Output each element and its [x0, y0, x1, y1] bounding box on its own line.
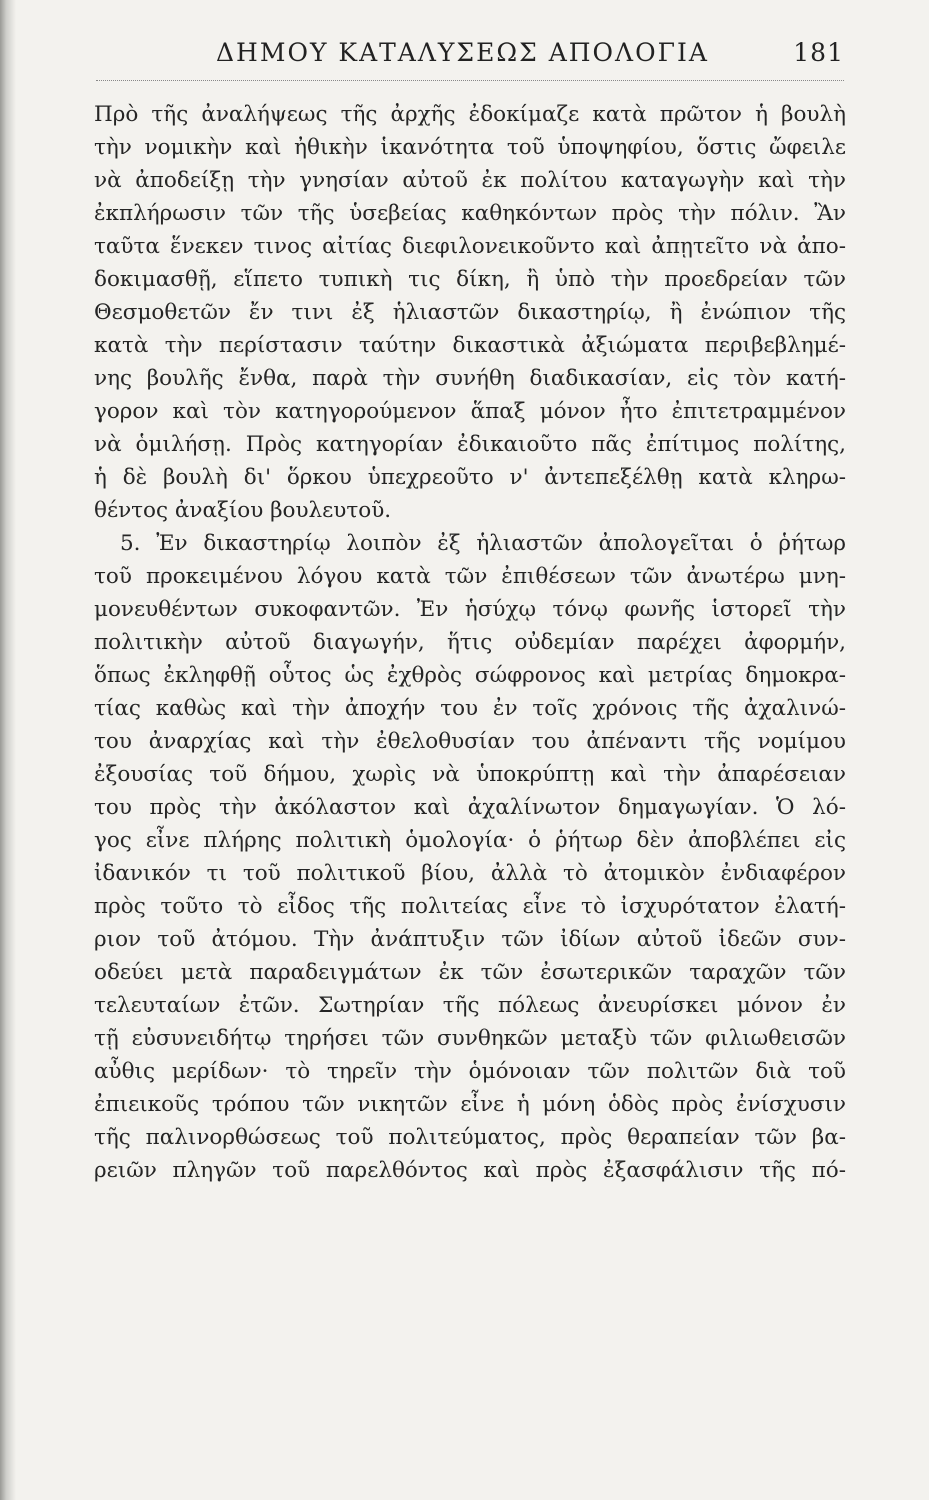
text-line: δοκιμασθῇ, εἵπετο τυπικὴ τις δίκη, ἢ ὑπὸ τὴν προεδρείαν τῶν — [94, 267, 846, 292]
text-line: Θεσμοθετῶν ἔν τινι ἐξ ἡλιαστῶν δικαστηρίῳ, ἢ ἐνώπιον τῆς — [94, 300, 846, 325]
text-line: τῆς παλινορθώσεως τοῦ πολιτεύματος, πρὸς θεραπείαν τῶν βα- — [94, 1125, 846, 1150]
page-header — [96, 38, 844, 78]
text-line: ἐκπλήρωσιν τῶν τῆς ὑσεβείας καθηκόντων πρὸς τὴν πόλιν. Ἂν — [94, 201, 846, 226]
text-line: Πρὸ τῆς ἀναλήψεως τῆς ἀρχῆς ἐδοκίμαζε κατὰ πρῶτον ἡ βουλὴ — [94, 102, 846, 127]
text-line: του πρὸς τὴν ἀκόλαστον καὶ ἀχαλίνωτον δημαγωγίαν. Ὁ λό- — [94, 795, 846, 820]
paragraph-start-line: 5. Ἐν δικαστηρίῳ λοιπὸν ἐξ ἡλιαστῶν ἀπολογεῖται ὁ ῥήτωρ — [120, 531, 846, 556]
page-number: 181 — [793, 38, 844, 67]
text-line: νης βουλῆς ἔνθα, παρὰ τὴν συνήθη διαδικασίαν, εἰς τὸν κατή- — [94, 366, 846, 391]
text-line: αὖθις μερίδων· τὸ τηρεῖν τὴν ὁμόνοιαν τῶν πολιτῶν διὰ τοῦ — [94, 1059, 846, 1084]
text-line: ἐπιεικοῦς τρόπου τῶν νικητῶν εἶνε ἡ μόνη ὁδὸς πρὸς ἐνίσχυσιν — [94, 1092, 846, 1117]
text-line: τίας καθὼς καὶ τὴν ἀποχήν του ἐν τοῖς χρόνοις τῆς ἀχαλινώ- — [94, 696, 846, 721]
text-line: ἰδανικόν τι τοῦ πολιτικοῦ βίου, ἀλλὰ τὸ ἀτομικὸν ἐνδιαφέρον — [94, 861, 846, 886]
text-line: ὅπως ἐκληφθῇ οὗτος ὡς ἐχθρὸς σώφρονος καὶ μετρίας δημοκρα- — [94, 663, 846, 688]
text-line: ἡ δὲ βουλὴ δι' ὅρκου ὑπεχρεοῦτο ν' ἀντεπεξέλθῃ κατὰ κληρω- — [94, 465, 846, 490]
paragraph-end-line: θέντος ἀναξίου βουλευτοῦ. — [94, 498, 392, 523]
text-line: πολιτικὴν αὐτοῦ διαγωγήν, ἥτις οὐδεμίαν παρέχει ἀφορμήν, — [94, 630, 846, 655]
text-line: νὰ ὁμιλήσῃ. Πρὸς κατηγορίαν ἐδικαιοῦτο πᾶς ἐπίτιμος πολίτης, — [94, 432, 846, 457]
running-title: ΔΗΜΟΥ ΚΑΤΑΛΥΣΕΩΣ ΑΠΟΛΟΓΙΑ — [216, 38, 709, 67]
text-line: ρειῶν πληγῶν τοῦ παρελθόντος καὶ πρὸς ἐξασφάλισιν τῆς πό- — [94, 1158, 846, 1183]
text-line: πρὸς τοῦτο τὸ εἶδος τῆς πολιτείας εἶνε τὸ ἰσχυρότατον ἐλατή- — [94, 894, 846, 919]
text-line: γος εἶνε πλήρης πολιτικὴ ὁμολογία· ὁ ῥήτωρ δὲν ἀποβλέπει εἰς — [94, 828, 846, 853]
text-line: μονευθέντων συκοφαντῶν. Ἐν ἡσύχῳ τόνῳ φωνῆς ἱστορεῖ τὴν — [94, 597, 846, 622]
text-line: κατὰ τὴν περίστασιν ταύτην δικαστικὰ ἀξιώματα περιβεβλημέ- — [94, 333, 846, 358]
text-line: οδεύει μετὰ παραδειγμάτων ἐκ τῶν ἐσωτερικῶν ταραχῶν τῶν — [94, 960, 846, 985]
header-rule — [96, 80, 844, 81]
text-line: τὴν νομικὴν καὶ ἠθικὴν ἱκανότητα τοῦ ὑποψηφίου, ὅστις ὤφειλε — [94, 135, 846, 160]
text-line: ταῦτα ἕνεκεν τινος αἰτίας διεφιλονεικοῦντο καὶ ἀπῃτεῖτο νὰ ἀπο- — [94, 234, 846, 259]
text-line: του ἀναρχίας καὶ τὴν ἐθελοθυσίαν του ἀπέναντι τῆς νομίμου — [94, 729, 846, 754]
text-line: ἐξουσίας τοῦ δήμου, χωρὶς νὰ ὑποκρύπτῃ καὶ τὴν ἀπαρέσειαν — [94, 762, 846, 787]
text-line: νὰ ἀποδείξῃ τὴν γνησίαν αὐτοῦ ἐκ πολίτου καταγωγὴν καὶ τὴν — [94, 168, 846, 193]
book-spine-shadow — [0, 0, 16, 1500]
body-text — [94, 98, 846, 1187]
text-line: ριον τοῦ ἀτόμου. Τὴν ἀνάπτυξιν τῶν ἰδίων αὐτοῦ ἰδεῶν συν- — [94, 927, 846, 952]
text-line: γορον καὶ τὸν κατηγορούμενον ἅπαξ μόνον ἦτο ἐπιτετραμμένον — [94, 399, 846, 424]
text-line: τελευταίων ἐτῶν. Σωτηρίαν τῆς πόλεως ἀνευρίσκει μόνον ἐν — [94, 993, 846, 1018]
text-line: τῇ εὐσυνειδήτῳ τηρήσει τῶν συνθηκῶν μεταξὺ τῶν φιλιωθεισῶν — [94, 1026, 846, 1051]
text-line: τοῦ προκειμένου λόγου κατὰ τῶν ἐπιθέσεων τῶν ἀνωτέρω μνη- — [94, 564, 846, 589]
